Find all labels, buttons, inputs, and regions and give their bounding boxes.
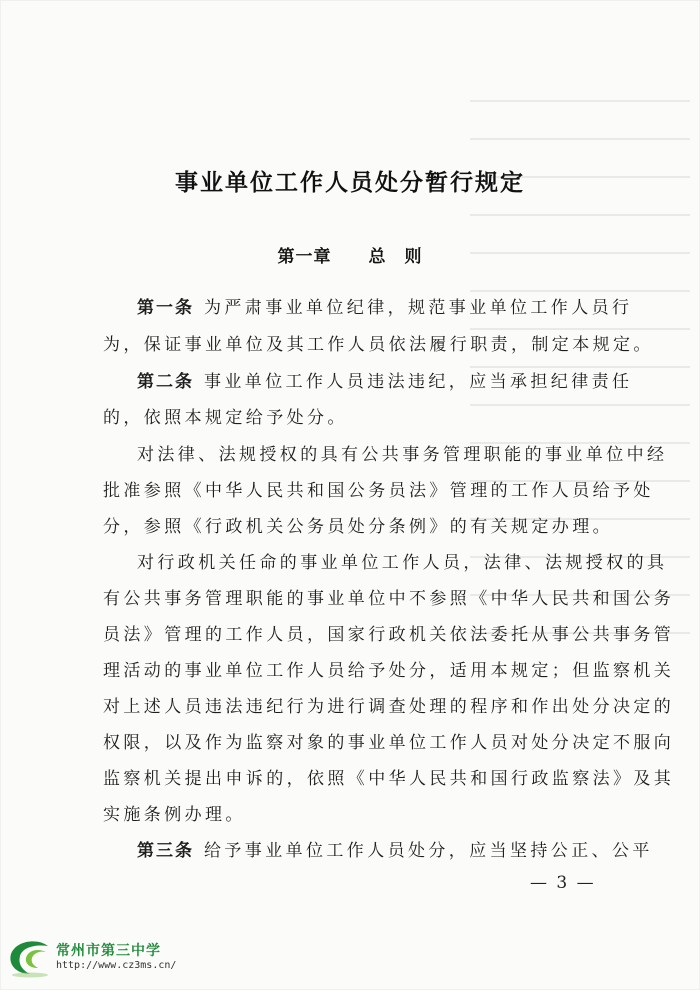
paragraph-text: 对法律、法规授权的具有公共事务管理职能的事业单位中经 bbox=[137, 445, 668, 465]
paragraph-text: 事业单位工作人员违法违纪，应当承担纪律责任 bbox=[204, 372, 633, 392]
paragraph-text: 员法》管理的工作人员，国家行政机关依法委托从事公共事务管 bbox=[103, 625, 675, 645]
paragraph-text: 监察机关提出申诉的，依照《中华人民共和国行政监察法》及其 bbox=[103, 769, 675, 789]
chapter-name: 总 则 bbox=[368, 247, 423, 267]
paragraph-text: 理活动的事业单位工作人员给予处分，适用本规定；但监察机关 bbox=[103, 661, 675, 681]
watermark-logo bbox=[8, 936, 177, 982]
article-3-line-1 bbox=[137, 836, 653, 861]
article-heading: 第二条 bbox=[137, 372, 194, 392]
paragraph-line bbox=[103, 584, 674, 609]
school-logo-icon bbox=[8, 938, 52, 978]
chapter-heading bbox=[0, 242, 700, 267]
paragraph-text: 对行政机关任命的事业单位工作人员，法律、法规授权的具 bbox=[137, 553, 668, 573]
document-title: 事业单位工作人员处分暂行规定 bbox=[175, 169, 525, 196]
paragraph-text: 对上述人员违法违纪行为进行调查处理的程序和作出处分决定的 bbox=[103, 697, 675, 717]
article-2-line-1 bbox=[137, 367, 632, 392]
paragraph-text: 批准参照《中华人民共和国公务员法》管理的工作人员给予处 bbox=[103, 481, 654, 501]
article-2-line-2 bbox=[103, 403, 348, 428]
watermark-url: http://www.cz3ms.cn/ bbox=[56, 960, 177, 971]
article-1-line-1 bbox=[137, 293, 632, 318]
watermark-school-name: 常州市第三中学 bbox=[56, 943, 161, 959]
paragraph-text: 给予事业单位工作人员处分，应当坚持公正、公平 bbox=[204, 841, 653, 861]
paragraph-line bbox=[137, 440, 667, 465]
paragraph-text: 的，依照本规定给予处分。 bbox=[103, 408, 348, 428]
paragraph-text: 有公共事务管理职能的事业单位中不参照《中华人民共和国公务 bbox=[103, 589, 675, 609]
paragraph-text: 实施条例办理。 bbox=[103, 805, 246, 825]
paragraph-line bbox=[103, 656, 674, 681]
article-heading: 第一条 bbox=[137, 298, 194, 318]
article-heading: 第三条 bbox=[137, 841, 194, 861]
paragraph-text: 为严肃事业单位纪律，规范事业单位工作人员行 bbox=[204, 298, 633, 318]
page-number: — 3 — bbox=[530, 873, 596, 893]
paragraph-line bbox=[103, 764, 674, 789]
paragraph-line bbox=[103, 728, 674, 753]
chapter-number: 第一章 bbox=[277, 247, 332, 267]
paragraph-line bbox=[103, 476, 654, 501]
paragraph-line bbox=[103, 620, 674, 645]
paragraph-line bbox=[137, 548, 667, 573]
paragraph-line bbox=[103, 692, 674, 717]
paragraph-line bbox=[103, 512, 613, 537]
article-1-line-2 bbox=[103, 330, 654, 355]
paragraph-text: 分，参照《行政机关公务员处分条例》的有关规定办理。 bbox=[103, 517, 613, 537]
paragraph-line bbox=[103, 800, 246, 825]
paragraph-text: 为，保证事业单位及其工作人员依法履行职责，制定本规定。 bbox=[103, 335, 654, 355]
paragraph-text: 权限，以及作为监察对象的事业单位工作人员对处分决定不服向 bbox=[103, 733, 675, 753]
